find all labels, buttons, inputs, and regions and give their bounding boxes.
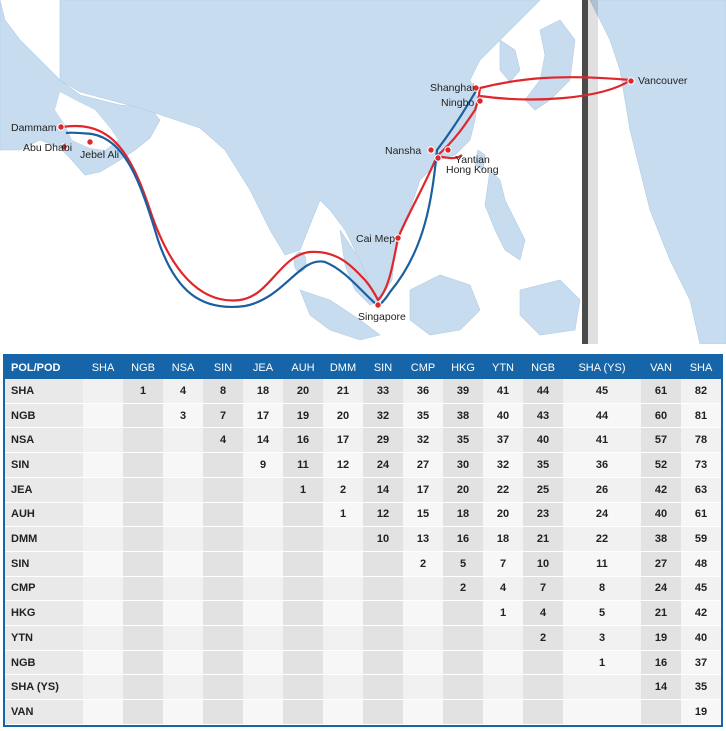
table-cell: 35 (443, 428, 483, 453)
table-cell: 36 (563, 453, 641, 478)
table-cell (243, 477, 283, 502)
row-header: DMM (5, 527, 83, 552)
table-cell: 16 (641, 650, 681, 675)
table-cell: 63 (681, 477, 721, 502)
table-cell: 37 (681, 650, 721, 675)
table-body (5, 379, 721, 725)
table-cell: 4 (523, 601, 563, 626)
table-cell (163, 527, 203, 552)
table-cell (203, 675, 243, 700)
table-cell: 3 (563, 626, 641, 651)
table-cell (123, 428, 163, 453)
table-cell: 26 (563, 477, 641, 502)
table-cell: 2 (323, 477, 363, 502)
table-cell: 20 (323, 403, 363, 428)
table-cell: 1 (283, 477, 323, 502)
table-cell (123, 700, 163, 725)
table-cell: 42 (641, 477, 681, 502)
table-cell: 12 (323, 453, 363, 478)
port-dot-ningbo (477, 98, 483, 104)
table-row (5, 379, 721, 403)
table-cell (163, 453, 203, 478)
table-cell: 38 (443, 403, 483, 428)
table-cell (403, 700, 443, 725)
table-cell: 59 (681, 527, 721, 552)
header-col: CMP (403, 356, 443, 379)
table-cell: 32 (403, 428, 443, 453)
row-header: SHA (5, 379, 83, 403)
table-cell (163, 477, 203, 502)
table-cell (403, 675, 443, 700)
table-cell: 42 (681, 601, 721, 626)
table-cell: 11 (563, 551, 641, 576)
table-cell (283, 551, 323, 576)
table-cell (523, 700, 563, 725)
port-dot-nansha (428, 147, 434, 153)
table-cell (163, 502, 203, 527)
table-cell (83, 576, 123, 601)
table-cell (163, 675, 203, 700)
row-header: CMP (5, 576, 83, 601)
header-col: YTN (483, 356, 523, 379)
table-cell: 5 (563, 601, 641, 626)
table-cell: 32 (483, 453, 523, 478)
table-cell: 25 (523, 477, 563, 502)
table-cell: 35 (523, 453, 563, 478)
table-row (5, 551, 721, 576)
table-cell: 1 (323, 502, 363, 527)
table-cell (403, 626, 443, 651)
table-cell (323, 650, 363, 675)
table-cell: 35 (681, 675, 721, 700)
table-cell: 7 (203, 403, 243, 428)
table-cell: 17 (243, 403, 283, 428)
table-cell: 7 (523, 576, 563, 601)
table-cell: 10 (523, 551, 563, 576)
table-cell: 1 (563, 650, 641, 675)
header-col: HKG (443, 356, 483, 379)
table-row (5, 403, 721, 428)
table-cell (203, 551, 243, 576)
port-dot-singapore (375, 302, 381, 308)
table-cell: 12 (363, 502, 403, 527)
port-dot-vancouver (628, 78, 634, 84)
label-yantian: Yantian (455, 154, 490, 166)
table-cell (163, 576, 203, 601)
table-cell: 44 (523, 379, 563, 403)
table-cell: 10 (363, 527, 403, 552)
table-cell: 21 (523, 527, 563, 552)
table-cell (203, 502, 243, 527)
table-cell (323, 675, 363, 700)
table-row (5, 576, 721, 601)
table-cell (563, 675, 641, 700)
table-cell: 39 (443, 379, 483, 403)
table-cell: 20 (443, 477, 483, 502)
table-cell: 24 (563, 502, 641, 527)
header-col: SHA (83, 356, 123, 379)
table-cell: 1 (483, 601, 523, 626)
header-col: SIN (363, 356, 403, 379)
table-row (5, 626, 721, 651)
port-dot-hong-kong (435, 155, 441, 161)
table-cell (203, 527, 243, 552)
table-cell (283, 626, 323, 651)
table-cell (283, 675, 323, 700)
table-cell (363, 576, 403, 601)
table-cell (203, 477, 243, 502)
label-cai-mep: Cai Mep (356, 233, 396, 245)
table-cell: 40 (523, 428, 563, 453)
label-hong-kong: Hong Kong (446, 164, 499, 176)
table-cell: 24 (363, 453, 403, 478)
table-cell (83, 428, 123, 453)
table-cell (203, 700, 243, 725)
header-col: SIN (203, 356, 243, 379)
label-ningbo: Ningbo (441, 97, 475, 109)
table-cell: 17 (323, 428, 363, 453)
table-cell (123, 601, 163, 626)
table-cell (163, 700, 203, 725)
port-dot-dammam (58, 124, 64, 130)
transit-time-table (5, 356, 721, 725)
header-col: VAN (641, 356, 681, 379)
table-row (5, 428, 721, 453)
table-cell: 60 (641, 403, 681, 428)
table-row (5, 675, 721, 700)
table-cell: 14 (243, 428, 283, 453)
table-cell: 29 (363, 428, 403, 453)
table-cell: 36 (403, 379, 443, 403)
table-cell: 81 (681, 403, 721, 428)
table-cell (363, 700, 403, 725)
transit-time-table-container (3, 354, 723, 727)
table-cell: 2 (443, 576, 483, 601)
table-cell (243, 700, 283, 725)
table-cell (123, 650, 163, 675)
table-cell: 19 (283, 403, 323, 428)
table-cell: 35 (403, 403, 443, 428)
table-row (5, 527, 721, 552)
table-cell (323, 700, 363, 725)
table-cell (83, 650, 123, 675)
header-col: NGB (523, 356, 563, 379)
table-cell (283, 700, 323, 725)
table-cell (203, 626, 243, 651)
table-cell: 3 (163, 403, 203, 428)
table-header-row (5, 356, 721, 379)
table-cell (203, 576, 243, 601)
table-cell (523, 650, 563, 675)
table-cell (243, 527, 283, 552)
table-cell (163, 650, 203, 675)
table-cell (443, 650, 483, 675)
table-cell: 14 (363, 477, 403, 502)
label-jebel-ali: Jebel Ali (80, 149, 120, 161)
table-cell (163, 428, 203, 453)
row-header: SIN (5, 453, 83, 478)
table-cell: 1 (123, 379, 163, 403)
table-cell (123, 502, 163, 527)
table-cell (203, 650, 243, 675)
header-col: DMM (323, 356, 363, 379)
table-cell: 43 (523, 403, 563, 428)
table-cell (443, 626, 483, 651)
table-cell: 40 (641, 502, 681, 527)
row-header: SIN (5, 551, 83, 576)
table-cell (323, 551, 363, 576)
table-cell (483, 650, 523, 675)
table-cell: 45 (681, 576, 721, 601)
table-cell: 20 (483, 502, 523, 527)
table-cell: 57 (641, 428, 681, 453)
table-cell: 19 (681, 700, 721, 725)
label-abu-dhabi: Abu Dhabi (23, 142, 73, 154)
table-cell (83, 502, 123, 527)
header-corner: POL/POD (5, 356, 83, 379)
header-col: NSA (163, 356, 203, 379)
table-cell: 40 (681, 626, 721, 651)
row-header: JEA (5, 477, 83, 502)
table-cell: 52 (641, 453, 681, 478)
row-header: NSA (5, 428, 83, 453)
row-header: NGB (5, 650, 83, 675)
table-cell (243, 601, 283, 626)
header-col: JEA (243, 356, 283, 379)
table-cell: 23 (523, 502, 563, 527)
table-cell (323, 576, 363, 601)
row-header: VAN (5, 700, 83, 725)
table-cell: 15 (403, 502, 443, 527)
table-cell: 37 (483, 428, 523, 453)
port-dot-yantian (445, 147, 451, 153)
table-cell (123, 527, 163, 552)
table-cell: 14 (641, 675, 681, 700)
label-shanghai: Shanghai (430, 82, 475, 94)
table-cell (123, 576, 163, 601)
row-header: NGB (5, 403, 83, 428)
table-cell (243, 626, 283, 651)
table-cell (363, 675, 403, 700)
table-cell (483, 675, 523, 700)
dateline-divider (582, 0, 588, 344)
table-cell: 7 (483, 551, 523, 576)
table-cell: 38 (641, 527, 681, 552)
table-cell (403, 576, 443, 601)
table-cell (443, 700, 483, 725)
table-cell (283, 650, 323, 675)
table-cell: 61 (681, 502, 721, 527)
header-col: SHA (681, 356, 721, 379)
table-cell (83, 527, 123, 552)
table-cell: 33 (363, 379, 403, 403)
table-cell (123, 551, 163, 576)
header-col: NGB (123, 356, 163, 379)
table-cell: 16 (283, 428, 323, 453)
table-cell (83, 403, 123, 428)
table-cell (83, 551, 123, 576)
table-cell: 32 (363, 403, 403, 428)
table-row (5, 601, 721, 626)
table-cell (243, 650, 283, 675)
table-cell (403, 650, 443, 675)
table-cell (203, 453, 243, 478)
table-cell (83, 453, 123, 478)
table-cell: 41 (563, 428, 641, 453)
table-cell (203, 601, 243, 626)
table-cell: 17 (403, 477, 443, 502)
table-cell: 19 (641, 626, 681, 651)
table-cell (323, 626, 363, 651)
table-cell (443, 675, 483, 700)
table-cell (483, 700, 523, 725)
table-row (5, 453, 721, 478)
row-header: HKG (5, 601, 83, 626)
table-cell: 2 (523, 626, 563, 651)
table-cell (83, 700, 123, 725)
table-cell (363, 626, 403, 651)
table-cell: 27 (403, 453, 443, 478)
table-row (5, 700, 721, 725)
table-cell: 48 (681, 551, 721, 576)
table-cell: 18 (243, 379, 283, 403)
table-cell (243, 675, 283, 700)
table-cell (363, 650, 403, 675)
table-cell (243, 576, 283, 601)
table-cell (283, 527, 323, 552)
table-cell (283, 601, 323, 626)
table-cell: 24 (641, 576, 681, 601)
table-cell: 21 (323, 379, 363, 403)
table-cell (83, 601, 123, 626)
table-cell (323, 601, 363, 626)
table-cell: 11 (283, 453, 323, 478)
table-cell: 2 (403, 551, 443, 576)
table-cell: 8 (563, 576, 641, 601)
table-cell (83, 626, 123, 651)
label-nansha: Nansha (385, 145, 422, 157)
header-col: AUH (283, 356, 323, 379)
table-cell (483, 626, 523, 651)
table-cell: 21 (641, 601, 681, 626)
table-cell: 61 (641, 379, 681, 403)
table-cell (123, 403, 163, 428)
port-dot-cai-mep (395, 235, 401, 241)
table-cell: 20 (283, 379, 323, 403)
table-cell: 13 (403, 527, 443, 552)
table-cell (123, 626, 163, 651)
row-header: AUH (5, 502, 83, 527)
table-cell: 5 (443, 551, 483, 576)
table-cell (243, 502, 283, 527)
table-cell: 73 (681, 453, 721, 478)
table-cell (83, 675, 123, 700)
table-cell (641, 700, 681, 725)
table-cell (123, 477, 163, 502)
table-cell (163, 551, 203, 576)
table-cell (83, 379, 123, 403)
table-cell (283, 576, 323, 601)
table-cell (83, 477, 123, 502)
table-cell: 30 (443, 453, 483, 478)
table-cell: 4 (483, 576, 523, 601)
table-cell (403, 601, 443, 626)
table-cell: 4 (163, 379, 203, 403)
table-cell: 18 (443, 502, 483, 527)
table-cell (563, 700, 641, 725)
table-cell (123, 675, 163, 700)
table-cell (443, 601, 483, 626)
table-cell (363, 551, 403, 576)
table-cell: 78 (681, 428, 721, 453)
table-cell: 8 (203, 379, 243, 403)
table-cell: 22 (483, 477, 523, 502)
table-cell: 44 (563, 403, 641, 428)
table-cell (363, 601, 403, 626)
table-cell (523, 675, 563, 700)
table-cell: 45 (563, 379, 641, 403)
table-cell: 41 (483, 379, 523, 403)
label-vancouver: Vancouver (638, 75, 688, 87)
table-cell (283, 502, 323, 527)
table-cell (243, 551, 283, 576)
table-cell: 9 (243, 453, 283, 478)
table-cell: 22 (563, 527, 641, 552)
table-cell (123, 453, 163, 478)
table-row (5, 502, 721, 527)
table-cell (163, 626, 203, 651)
table-cell: 16 (443, 527, 483, 552)
table-cell (323, 527, 363, 552)
table-cell (163, 601, 203, 626)
label-dammam: Dammam (11, 122, 57, 134)
table-cell: 82 (681, 379, 721, 403)
table-cell: 40 (483, 403, 523, 428)
table-cell: 4 (203, 428, 243, 453)
header-col: SHA (YS) (563, 356, 641, 379)
row-header: YTN (5, 626, 83, 651)
port-dot-jebel-ali (87, 139, 93, 145)
table-row (5, 650, 721, 675)
table-cell: 27 (641, 551, 681, 576)
row-header: SHA (YS) (5, 675, 83, 700)
table-cell: 18 (483, 527, 523, 552)
label-singapore: Singapore (358, 311, 406, 323)
table-row (5, 477, 721, 502)
route-map (0, 0, 726, 344)
